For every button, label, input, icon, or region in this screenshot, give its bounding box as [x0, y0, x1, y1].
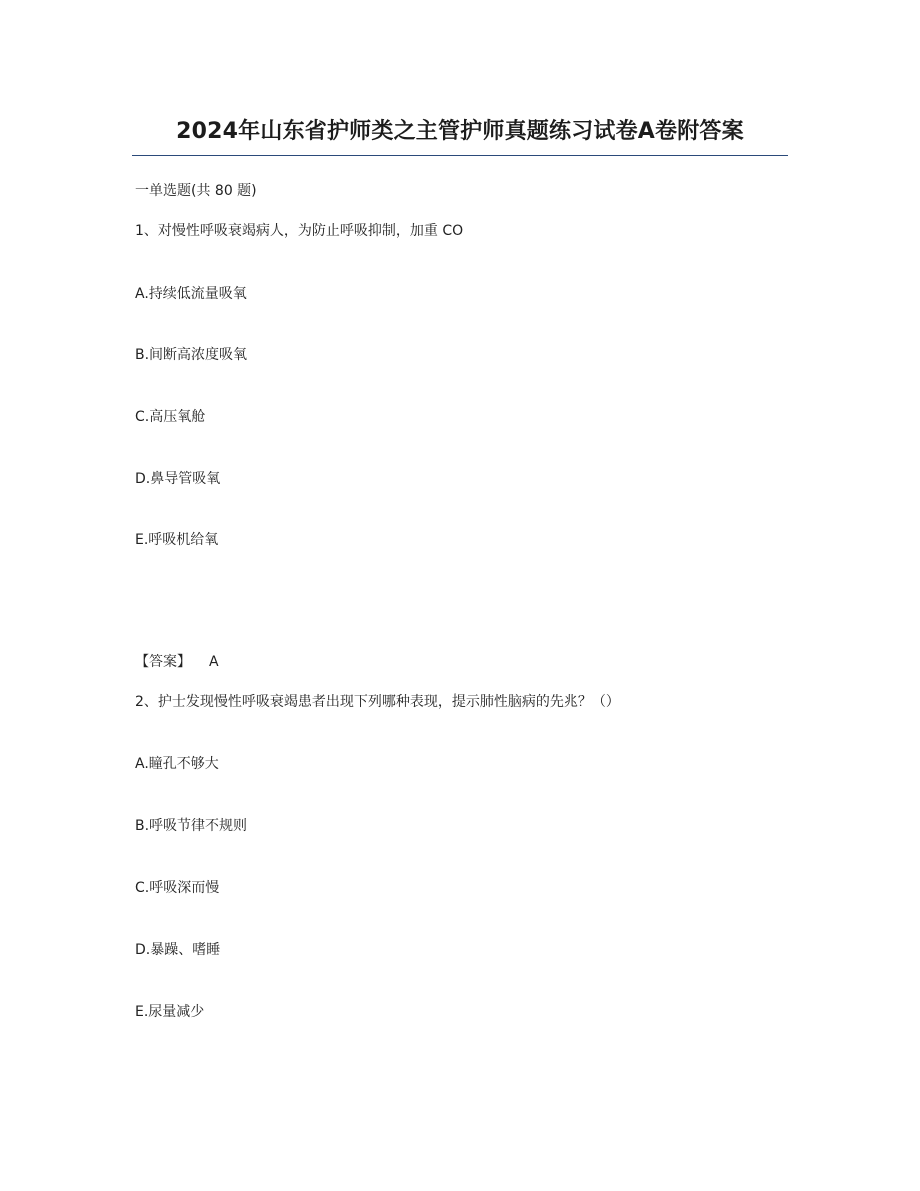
question-1-option-a: A.持续低流量吸氧 [135, 286, 247, 302]
question-2-stem: 2、护士发现慢性呼吸衰竭患者出现下列哪种表现，提示肺性脑病的先兆？（） [135, 694, 620, 710]
answer-label: 【答案】 [135, 654, 191, 670]
question-2-option-d: D.暴躁、嗜睡 [135, 942, 221, 958]
question-2-option-c: C.呼吸深而慢 [135, 880, 220, 896]
question-2-option-e: E.尿量减少 [135, 1004, 205, 1020]
question-1-option-e: E.呼吸机给氧 [135, 532, 219, 548]
section-heading: 一单选题(共 80 题) [135, 183, 257, 199]
question-1-answer [135, 652, 219, 672]
page-title: 2024年山东省护师类之主管护师真题练习试卷A卷附答案 [176, 119, 744, 144]
question-1-option-d: D.鼻导管吸氧 [135, 471, 221, 487]
title-divider [132, 155, 788, 156]
question-2-option-a: A.瞳孔不够大 [135, 756, 219, 772]
question-2-option-b: B.呼吸节律不规则 [135, 818, 248, 834]
question-1-stem: 1、对慢性呼吸衰竭病人，为防止呼吸抑制，加重 CO [135, 223, 464, 239]
answer-value: A [209, 654, 219, 670]
question-1-option-b: B.间断高浓度吸氧 [135, 347, 248, 363]
question-1-option-c: C.高压氧舱 [135, 409, 206, 425]
